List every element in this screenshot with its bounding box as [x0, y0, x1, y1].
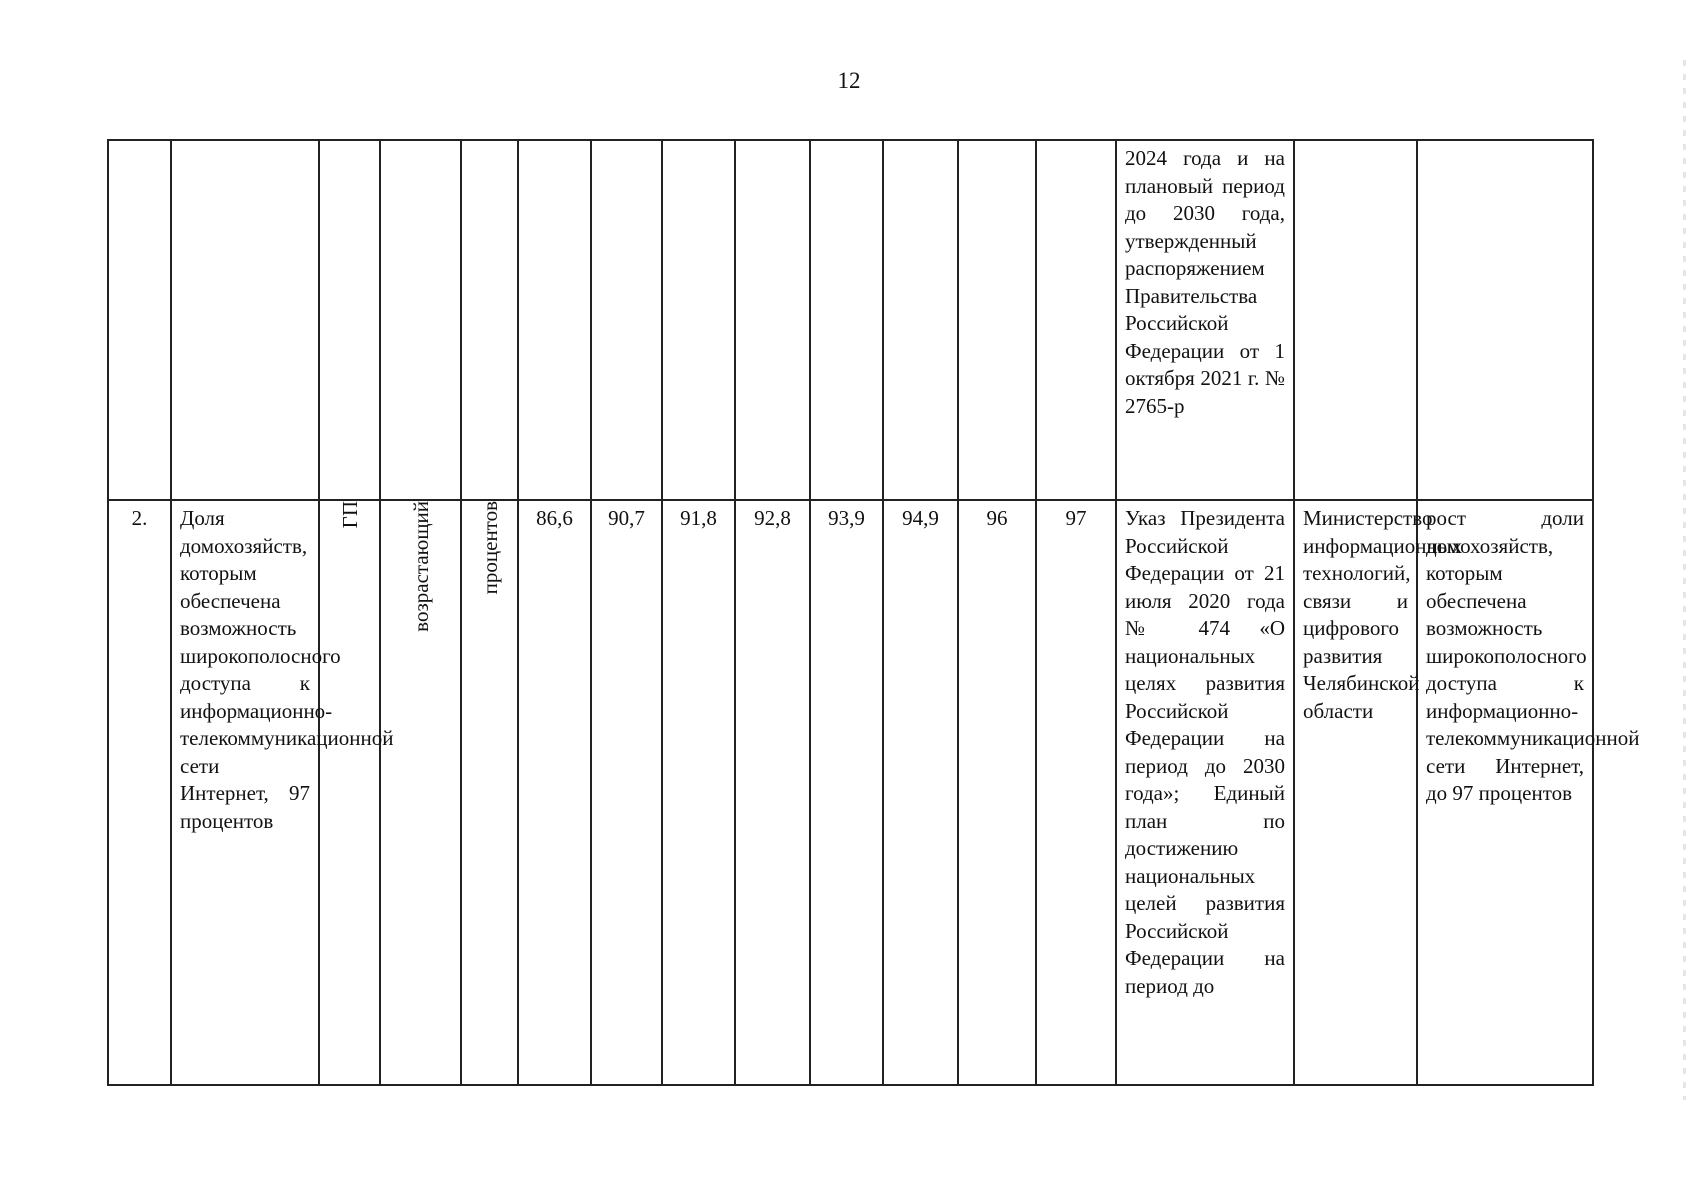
cell-level [319, 500, 380, 1085]
unit-text: процентов [477, 501, 502, 595]
cell-value-3: 91,8 [662, 500, 735, 1085]
cell-unit [461, 140, 518, 500]
cell-basis-continued: 2024 года и на плановый период до 2030 года, утвержденный распоряжением Правительства Российской Федерации от 1 октября 2021 г. № 2765-р [1116, 140, 1294, 500]
cell-value-4 [735, 140, 810, 500]
cell-value-3 [662, 140, 735, 500]
cell-link: рост доли домохозяйств, которым обеспечена возможность широкополосного доступа к информационно-телекоммуникационной сети Интернет, до 97 процентов [1417, 500, 1593, 1085]
cell-value-7 [958, 140, 1036, 500]
cell-indicator: Доля домохозяйств, которым обеспечена возможность широкополосного доступа к информационно-телекоммуникационной сети Интернет, 97 процентов [171, 500, 319, 1085]
cell-value-5 [810, 140, 883, 500]
cell-basis: Указ Президента Российской Федерации от 21 июля 2020 года № 474 «О национальных целях развития Российской Федерации на период до 2030 года»; Единый план по достижению национальных целей развития Российской Федерации на период до [1116, 500, 1294, 1085]
cell-value-6 [883, 140, 958, 500]
cell-link [1417, 140, 1593, 500]
cell-value-6: 94,9 [883, 500, 958, 1085]
cell-value-8: 97 [1036, 500, 1116, 1085]
cell-unit [461, 500, 518, 1085]
cell-value-1: 86,6 [518, 500, 591, 1085]
cell-indicator [171, 140, 319, 500]
cell-direction [380, 140, 461, 500]
cell-value-4: 92,8 [735, 500, 810, 1085]
cell-number: 2. [108, 500, 171, 1085]
cell-value-1 [518, 140, 591, 500]
cell-value-7: 96 [958, 500, 1036, 1085]
table-row-continuation [108, 140, 1593, 500]
cell-value-5: 93,9 [810, 500, 883, 1085]
level-text: ГП [337, 501, 362, 529]
cell-responsible [1294, 140, 1417, 500]
page-number: 12 [837, 68, 861, 93]
cell-level [319, 140, 380, 500]
indicators-table [107, 139, 1640, 1086]
direction-text: возрастающий [408, 501, 433, 632]
table-row [108, 500, 1593, 1085]
cell-direction [380, 500, 461, 1085]
cell-value-2 [591, 140, 662, 500]
cell-responsible: Министерство информационных технологий, связи и цифрового развития Челябинской области [1294, 500, 1417, 1085]
cell-value-2: 90,7 [591, 500, 662, 1085]
scan-edge-artifact [1683, 60, 1686, 1100]
cell-number [108, 140, 171, 500]
cell-value-8 [1036, 140, 1116, 500]
